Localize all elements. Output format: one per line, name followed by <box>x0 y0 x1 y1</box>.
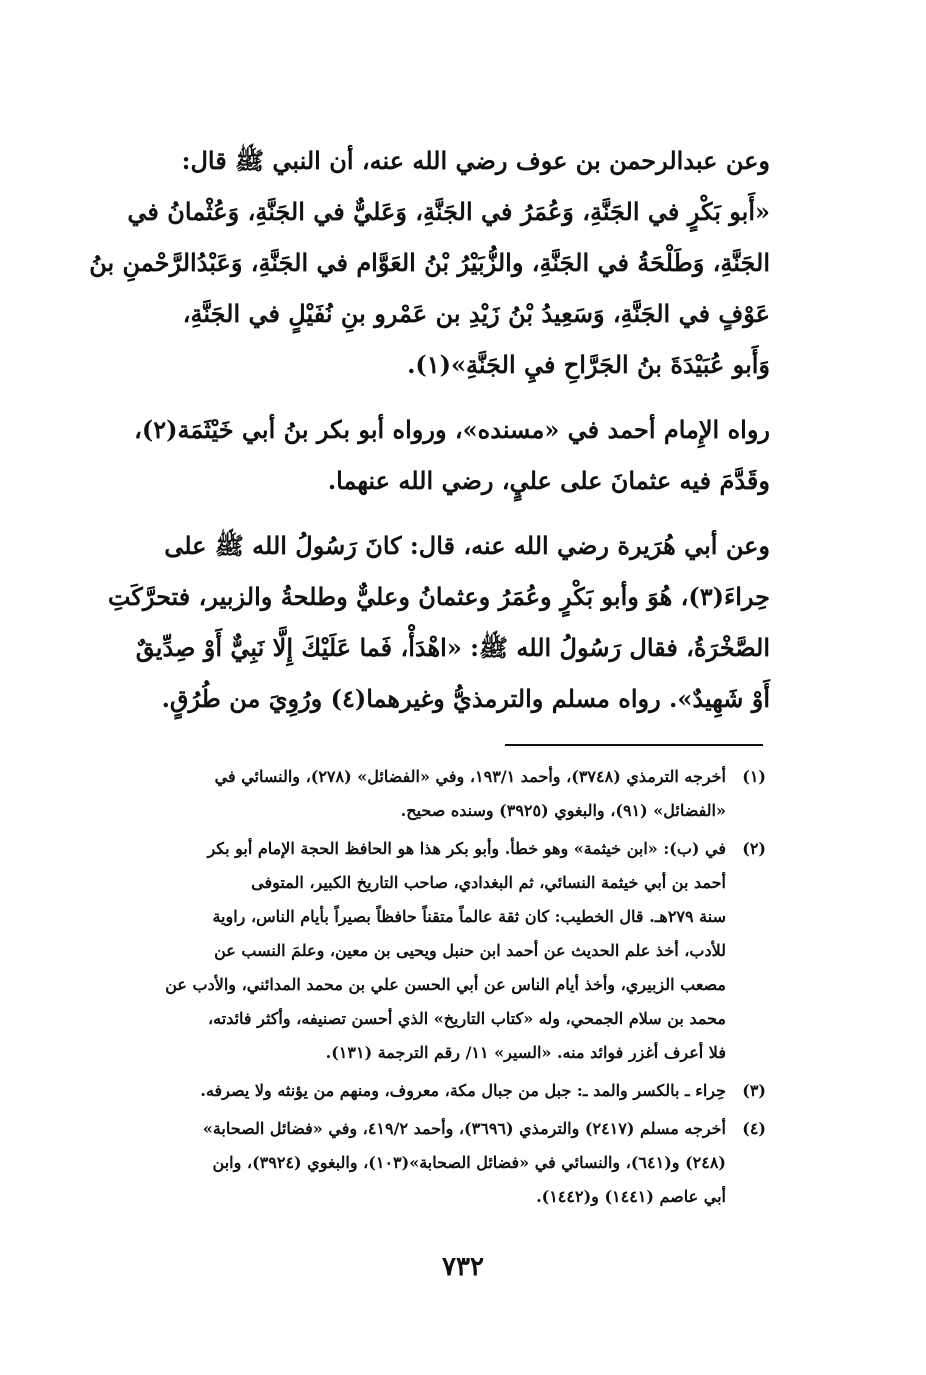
footnote-number: (٤) <box>742 1119 766 1138</box>
paragraph-hadith-hira <box>107 520 770 724</box>
footnote-line: محمد بن سلام الجمحي، وله «كتاب التاريخ» الذي أحسن تصنيفه، وأكثر فائدته، <box>208 1009 726 1028</box>
footnote-line: سنة ٢٧٩هـ. قال الخطيب: كان ثقة عالماً متقناً حافظاً بصيراً بأيام الناس، راوية <box>212 907 726 926</box>
footnotes <box>106 760 766 1218</box>
text-line: وَأَبو عُبَيْدَةَ بنُ الجَرَّاحِ فيِ الجَنَّةِ»(١). <box>407 350 770 379</box>
text-line: الجَنَّةِ، وَطَلْحَةُ في الجَنَّةِ، والزُّبَيْرُ بْنُ العَوَّام في الجَنَّةِ، وَعَبْدُالرَّحْمنِ بنُ <box>89 248 770 277</box>
text-line: الصَّخْرَةُ، فقال رَسُولُ الله ﷺ: «اهْدَأْ، فَما عَلَيْكَ إِلَّا نَبِيٌّ أَوْ صِدِّيقٌ <box>135 633 770 662</box>
footnote-line: في (ب): «ابن خيثمة» وهو خطأ. وأبو بكر هذا هو الحافظ الحجة الإمام أبو بكر <box>207 839 726 858</box>
footnote-1 <box>106 760 766 828</box>
footnote-4 <box>106 1112 766 1214</box>
footnote-number: (٢) <box>742 839 766 858</box>
text-line: وعن أبي هُرَيرة رضي الله عنه، قال: كانَ رَسُولُ الله ﷺ على <box>164 531 770 560</box>
text-line: وعن عبدالرحمن بن عوف رضي الله عنه، أن النبي ﷺ قال: <box>181 146 770 175</box>
footnote-line: حِراء ـ بالكسر والمد ـ: جبل من جبال مكة، معروف، ومنهم من يؤنثه ولا يصرفه. <box>200 1081 726 1100</box>
text-line: وقَدَّمَ فيه عثمانَ على عليٍ، رضي الله عنهما. <box>327 466 770 495</box>
footnote-2 <box>106 832 766 1070</box>
text-line: رواه الإِمام أحمد في «مسنده»، ورواه أبو بكر بنُ أبي خَيْثَمَة(٢)، <box>134 415 770 444</box>
text-line: حِراءَ(٣)، هُوَ وأبو بَكْرٍ وعُمَرُ وعثمانُ وعليٌّ وطلحةُ والزبير، فتحرَّكَتِ <box>107 582 770 611</box>
footnote-line: أخرجه مسلم (٢٤١٧) والترمذي (٣٦٩٦)، وأحمد ٤١٩/٢، وفي «فضائل الصحابة» <box>202 1119 726 1138</box>
footnote-3 <box>106 1074 766 1108</box>
text-line: «أَبو بَكْرٍ في الجَنَّةِ، وَعُمَرُ في الجَنَّةِ، وَعَليٌّ في الجَنَّةِ، وَعُثْمانُ في <box>127 197 770 226</box>
footnote-line: «الفضائل» (٩١)، والبغوي (٣٩٢٥) وسنده صحيح. <box>400 801 726 820</box>
footnote-text <box>106 1112 726 1214</box>
paragraph-hadith-ten-promised <box>89 135 770 390</box>
footnote-line: (٢٤٨) و(٦٤١)، والنسائي في «فضائل الصحابة»(١٠٣)، والبغوي (٣٩٢٤)، وابن <box>212 1153 726 1172</box>
footnote-text <box>106 832 726 1070</box>
footnote-separator <box>505 744 763 746</box>
footnote-number: (٣) <box>742 1081 766 1100</box>
footnote-line: أخرجه الترمذي (٣٧٤٨)، وأحمد ١٩٣/١، وفي «الفضائل» (٢٧٨)، والنسائي في <box>214 767 726 786</box>
page-number: ٧٣٢ <box>442 1252 484 1282</box>
footnote-number: (١) <box>742 767 766 786</box>
footnote-line: للأدب، أخذ علم الحديث عن أحمد ابن حنبل ويحيى بن معين، وعلمَ النسب عن <box>214 941 726 960</box>
footnote-text <box>106 760 726 828</box>
footnote-line: أحمد بن أبي خيثمة النسائي، ثم البغدادي، صاحب التاريخ الكبير، المتوفى <box>251 873 726 892</box>
footnote-text <box>106 1074 726 1108</box>
main-text <box>89 135 770 738</box>
text-line: أَوْ شَهِيدٌ». رواه مسلم والترمذيُّ وغيرهما(٤) ورُوِيَ من طُرُقٍ. <box>161 684 770 713</box>
footnote-line: أبي عاصم (١٤٤١) و(١٤٤٢). <box>536 1187 726 1206</box>
paragraph-narration-note <box>134 404 770 506</box>
text-line: عَوْفٍ في الجَنَّةِ، وَسَعِيدُ بْنُ زَيْدِ بن عَمْرو بنِ نُفَيْلٍ في الجَنَّةِ، <box>182 299 770 328</box>
footnote-line: مصعب الزبيري، وأخذ أيام الناس عن أبي الحسن علي بن محمد المدائني، والأدب عن <box>165 975 726 994</box>
footnote-line: فلا أعرف أغزر فوائد منه. «السير» ١١/ رقم الترجمة (١٣١). <box>325 1043 726 1062</box>
